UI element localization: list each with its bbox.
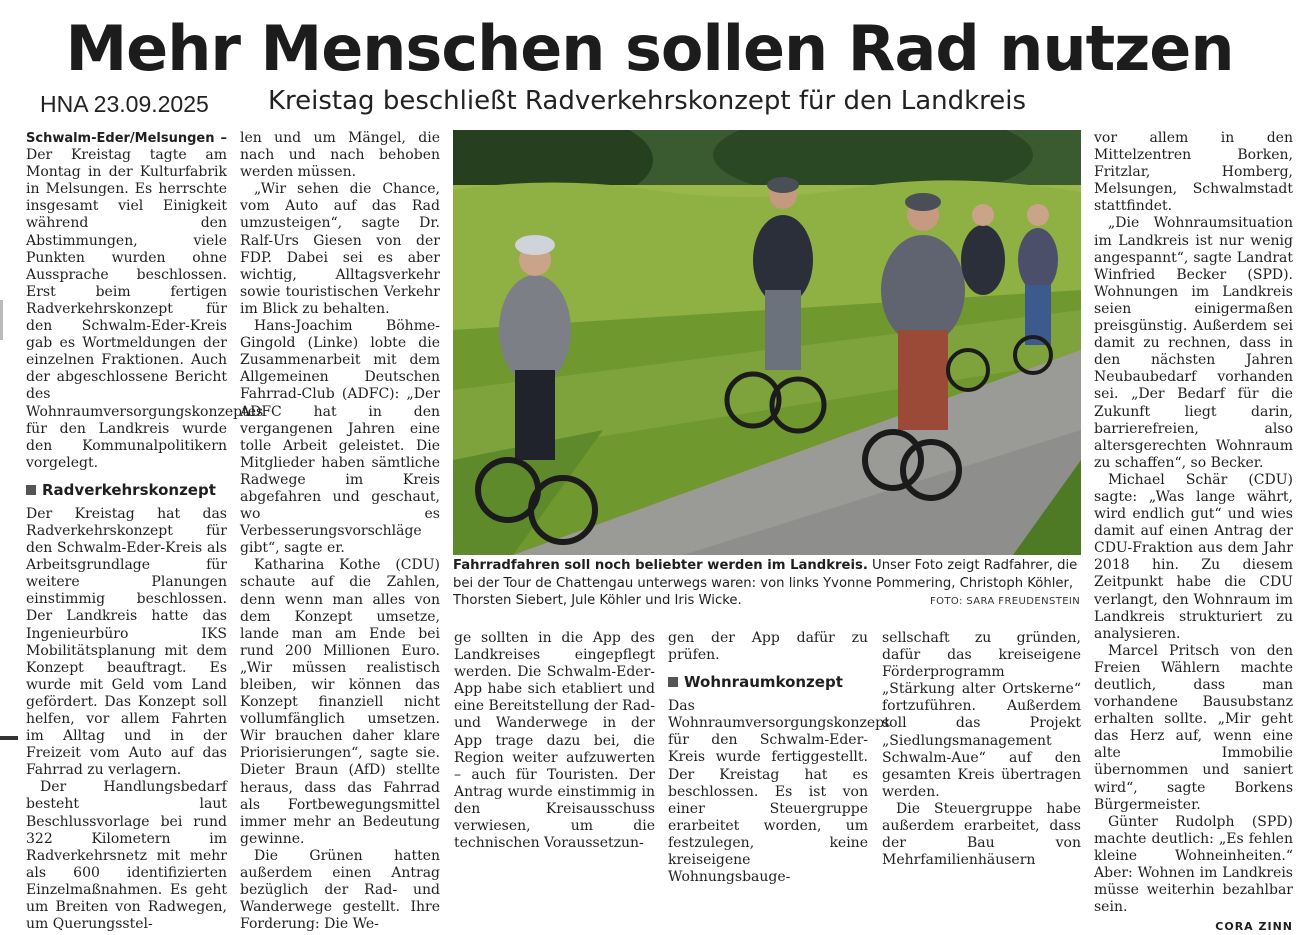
article-text: Der Kreistag tagte am Montag in der Kulturfabrik in Melsungen. Es herrschte insgesamt viel Einigkeit während den Abstimmungen, viele Punkten wurden ohne Aussprache beschlossen. Erst beim fertigen Radverkehrskonzept für den Schwalm-Eder-Kreis gab es Wortmeldungen der einzelnen Fraktionen. Auch der abgeschlossene Bericht des Wohnraumversorgungskonzeptes für den Landkreis wurde den Kommunalpolitikern vorgelegt.: [26, 147, 264, 471]
article-column-5: [882, 630, 1081, 869]
article-paragraph: ge sollten in die App des Landkreises eingepflegt werden. Die Schwalm-Eder-App habe sich etabliert und eine Bereitstellung der Rad- und Wanderwege in der App trage dazu bei, die Region weiter aufzuwerten – auch für Touristen. Der Antrag wurde einstimmig in den Kreisausschuss verwiesen, um die technischen Voraussetzun-: [454, 630, 655, 852]
article-paragraph: vor allem in den Mittelzentren Borken, Fritzlar, Homberg, Melsungen, Schwalmstadt stattfindet.: [1094, 130, 1293, 215]
article-paragraph: Katharina Kothe (CDU) schaute auf die Zahlen, denn wenn man alles von dem Konzept umsetze, lande man am Ende bei rund 200 Millionen Euro. „Wir müssen realistisch bleiben, wir können das Konzept finanziell nicht vollumfänglich umsetzen. Wir brauchen daher klare Priorisierungen“, sagte sie. Dieter Braun (AfD) stellte heraus, dass das Fahrrad als Fortbewegungsmittel immer mehr an Bedeutung gewinne.: [240, 557, 440, 847]
article-paragraph: gen der App dafür zu prüfen.: [668, 630, 868, 664]
source-date: HNA 23.09.2025: [40, 91, 209, 117]
article-column-2: [240, 130, 440, 933]
article-column-4: [668, 630, 890, 886]
dateline: Schwalm-Eder/Melsungen –: [26, 131, 227, 146]
article-column-1: [26, 130, 264, 933]
article-paragraph: Das Wohnraumversorgungskonzept für den Schwalm-Eder-Kreis wurde fertiggestellt. Der Kreistag hat es beschlossen. Es ist von einer Steuergruppe erarbeitet worden, um festzulegen, keine kreiseigene Wohnungsbauge-: [668, 698, 890, 886]
subheading-text: Wohnraumkonzept: [684, 673, 843, 692]
page-edge-mark: [0, 736, 18, 740]
subheading-text: Radverkehrskonzept: [42, 480, 216, 499]
square-bullet-icon: [668, 677, 678, 687]
article-paragraph: Marcel Pritsch von den Freien Wählern machte deutlich, dass man vorhandene Bausubstanz erhalten sollte. „Mir geht das Herz auf, wenn eine alte Immobilie übernommen und saniert wird“, sagte Borkens Bürgermeister.: [1094, 642, 1293, 813]
article-column-3: [454, 630, 655, 852]
subheading-wohnraumkonzept: [668, 672, 868, 693]
subheadline: Kreistag beschließt Radverkehrskonzept für den Landkreis: [268, 86, 1027, 116]
article-paragraph: len und um Mängel, die nach und nach behoben werden müssen.: [240, 130, 440, 181]
article-paragraph: Der Handlungsbedarf besteht laut Beschlussvorlage bei rund 322 Kilometern im Radverkehrsnetz mit mehr als 600 identifizierten Einzelmaßnahmen. Es geht um Breiten von Radwegen, um Querungsstel-: [26, 779, 227, 933]
article-paragraph: sellschaft zu gründen, dafür das kreiseigene Förderprogramm „Stärkung alter Ortskerne“ fortzuführen. Außerdem soll das Projekt „Siedlungsmanagement Schwalm-Aue“ auf den gesamten Kreis übertragen werden.: [882, 630, 1081, 800]
caption-text: Unser Foto zeigt Radfahrer, die bei der Tour de Chattengau unterwegs waren: von links Yvonne Pommering, Christoph Köhler, Thorsten Siebert, Jule Köhler und Iris Wicke.: [453, 558, 1078, 608]
article-paragraph: Hans-Joachim Böhme-Gingold (Linke) lobte die Zusammenarbeit mit dem Allgemeinen Deutschen Fahrrad-Club (ADFC): „Der ADFC hat in den vergangenen Jahren eine tolle Arbeit geleistet. Die Mitglieder haben sämtliche Radwege im Kreis abgefahren und geschaut, wo es Verbesserungsvorschläge gibt“, sagte er.: [240, 318, 440, 557]
article-paragraph: Günter Rudolph (SPD) machte deutlich: „Es fehlen kleine Wohneinheiten.“ Aber: Wohnen im Landkreis müsse weiterhin bezahlbar sein.: [1094, 813, 1293, 916]
author-byline: CORA ZINN: [1215, 920, 1293, 934]
headline: Mehr Menschen sollen Rad nutzen: [65, 12, 1234, 85]
article-paragraph: Der Kreistag hat das Radverkehrskonzept für den Schwalm-Eder-Kreis als Arbeitsgrundlage für weitere Planungen einstimmig beschlossen. Der Landkreis hatte das Ingenieurbüro IKS Mobilitätsplanung mit dem Konzept beauftragt. Es wurde mit Geld vom Land gefördert. Das Konzept soll helfen, vor allem Fahrten im Alltag und in der Freizeit vom Auto auf das Fahrrad zu verlagern.: [26, 505, 227, 779]
page-edge-mark: [0, 300, 3, 340]
square-bullet-icon: [26, 485, 36, 495]
article-column-6: [1094, 130, 1293, 935]
subheading-radverkehrskonzept: [26, 480, 227, 501]
caption-lead: Fahrradfahren soll noch beliebter werden im Landkreis.: [453, 558, 868, 573]
article-paragraph: Michael Schär (CDU) sagte: „Was lange währt, wird endlich gut“ und wies damit auf einen Antrag der CDU-Fraktion aus dem Jahr 2018 hin. Zu diesem Zeitpunkt habe die CDU verlangt, den Wohnraum im Landkreis strukturiert zu analysieren.: [1094, 471, 1293, 642]
photo-credit: FOTO: SARA FREUDENSTEIN: [930, 596, 1081, 607]
cyclists-photo: [453, 130, 1081, 555]
article-paragraph: „Die Wohnraumsituation im Landkreis ist nur wenig angespannt“, sagte Landrat Winfried Becker (SPD). Wohnungen im Landkreis seien einigermaßen preisgünstig. Außerdem sei damit zu rechnen, dass in den nächsten Jahren Neubaubedarf vorhanden sei. „Der Bedarf für die Zukunft liegt darin, barrierefreien, also altersgerechten Wohnraum zu schaffen“, so Becker.: [1094, 215, 1293, 471]
article-paragraph: [26, 130, 264, 472]
article-paragraph: Die Grünen hatten außerdem einen Antrag bezüglich der Rad- und Wanderwege gestellt. Ihre Forderung: Die We-: [240, 847, 440, 933]
article-paragraph: Die Steuergruppe habe außerdem erarbeitet, dass der Bau von Mehrfamilienhäusern: [882, 800, 1081, 869]
article-paragraph: „Wir sehen die Chance, vom Auto auf das Rad umzusteigen“, sagte Dr. Ralf-Urs Giesen von der FDP. Dabei sei es aber wichtig, Alltagsverkehr sowie touristischen Verkehr im Blick zu behalten.: [240, 181, 440, 317]
